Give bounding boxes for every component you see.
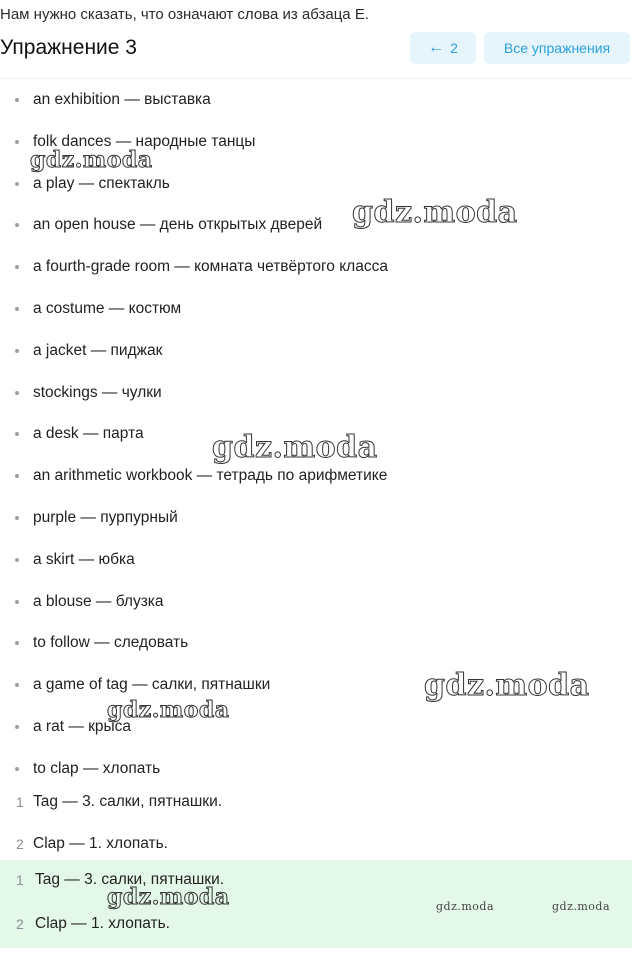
bullet-dot-icon <box>15 683 19 687</box>
list-item <box>0 713 632 755</box>
list-item-text: a desk — парта <box>33 425 144 443</box>
exercise-header <box>0 30 632 79</box>
watermark: gdz.moda <box>30 147 153 173</box>
list-item-text: a costume — костюм <box>33 299 182 317</box>
all-exercises-button[interactable]: Все упражнения <box>484 32 630 64</box>
bullet-dot-icon <box>15 725 19 729</box>
list-item-text: an arithmetic workbook — тетрадь по арифметике <box>33 467 388 485</box>
list-item <box>0 337 632 379</box>
list-item-text: an open house — день открытых дверей <box>33 216 323 234</box>
previous-exercise-button[interactable] <box>410 32 476 64</box>
list-item-text: a skirt — юбка <box>33 550 135 568</box>
watermark: gdz.moda <box>352 195 518 230</box>
list-item <box>0 588 632 630</box>
watermark: gdz.moda <box>436 900 495 913</box>
row-text: Clap — 1. хлопать. <box>35 915 170 932</box>
list-item-text: a play — спектакль <box>33 174 170 192</box>
row-text: Tag — 3. салки, пятнашки. <box>35 871 225 888</box>
watermark: gdz.moda <box>212 430 378 465</box>
bullet-dot-icon <box>15 432 19 436</box>
answer-block <box>0 860 632 948</box>
list-item-text: an exhibition — выставка <box>33 91 211 108</box>
list-item <box>0 504 632 546</box>
numbered-row <box>0 866 632 910</box>
bullet-dot-icon <box>15 391 19 395</box>
row-number: 2 <box>16 836 24 852</box>
bullet-dot-icon <box>15 474 19 478</box>
bullet-dot-icon <box>15 516 19 520</box>
watermark: gdz.moda <box>552 900 611 913</box>
list-item-text: to clap — хлопать <box>33 759 161 777</box>
arrow-left-icon: ← <box>428 39 445 56</box>
watermark: gdz.moda <box>424 668 590 703</box>
watermark: gdz.moda <box>107 697 230 723</box>
list-item-text: a rat — крыса <box>33 717 132 735</box>
list-item-text: a blouse — блузка <box>33 592 164 610</box>
row-number: 1 <box>16 794 24 810</box>
list-item <box>0 546 632 588</box>
row-text: Clap — 1. хлопать. <box>33 835 168 852</box>
bullet-dot-icon <box>15 307 19 311</box>
list-item-text: a fourth-grade room — комната четвёртого класса <box>33 258 388 276</box>
list-item-text: a game of tag — салки, пятнашки <box>33 676 271 694</box>
list-item <box>0 629 632 671</box>
list-item-text: folk dances — народные танцы <box>33 132 256 150</box>
bullet-dot-icon <box>15 140 19 144</box>
list-item-text: stockings — чулки <box>33 383 162 401</box>
list-item <box>0 379 632 421</box>
list-item <box>0 128 632 170</box>
row-number: 2 <box>16 916 24 932</box>
vocabulary-list <box>0 86 632 797</box>
bullet-dot-icon <box>15 641 19 645</box>
numbered-row <box>0 788 632 830</box>
list-item <box>0 86 632 128</box>
list-item-text: a jacket — пиджак <box>33 341 163 359</box>
bullet-dot-icon <box>15 767 19 771</box>
list-item-text: to follow — следовать <box>33 634 189 652</box>
bullet-dot-icon <box>15 558 19 562</box>
bullet-dot-icon <box>15 349 19 353</box>
bullet-dot-icon <box>15 265 19 269</box>
list-item <box>0 295 632 337</box>
intro-text: Нам нужно сказать, что означают слова из абзаца E. <box>0 6 369 23</box>
bullet-dot-icon <box>15 600 19 604</box>
previous-exercise-label: 2 <box>450 40 458 56</box>
list-item <box>0 170 632 212</box>
row-text: Tag — 3. салки, пятнашки. <box>33 793 223 810</box>
page-title: Упражнение 3 <box>0 36 137 59</box>
bullet-dot-icon <box>15 223 19 227</box>
bullet-dot-icon <box>15 182 19 186</box>
list-item <box>0 211 632 253</box>
list-item <box>0 420 632 462</box>
list-item <box>0 462 632 504</box>
list-item <box>0 671 632 713</box>
list-item <box>0 253 632 295</box>
row-number: 1 <box>16 872 24 888</box>
list-item-text: purple — пурпурный <box>33 508 178 526</box>
numbered-row <box>0 910 632 954</box>
bullet-dot-icon <box>15 98 19 102</box>
